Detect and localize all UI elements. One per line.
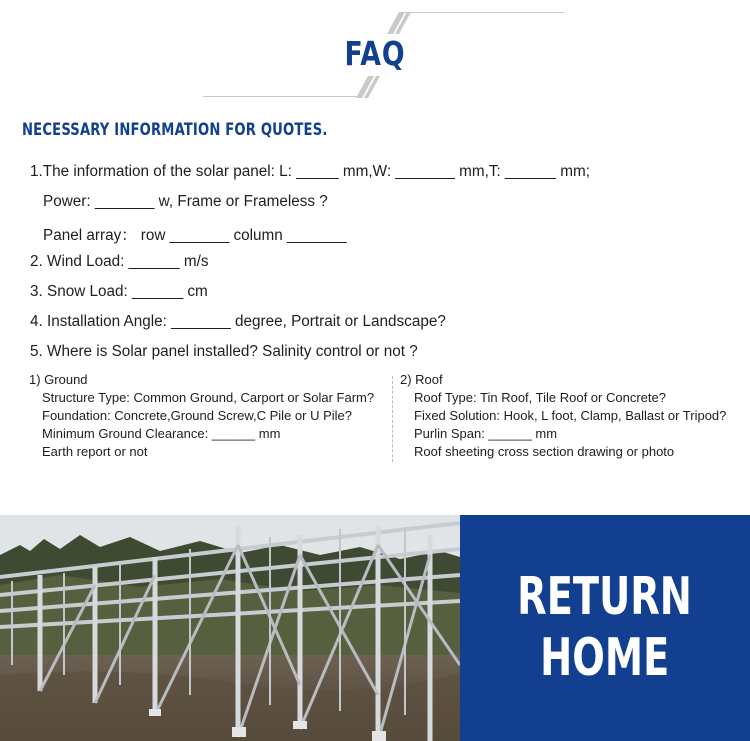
question-line: 5. Where is Solar panel installed? Salinity control or not ? xyxy=(30,343,418,360)
question-line: Panel array： row _______ column _______ xyxy=(43,227,347,244)
column-divider xyxy=(392,376,393,462)
header-rule-top xyxy=(404,12,564,13)
page-title: FAQ xyxy=(344,34,406,73)
roof-item: Roof Type: Tin Roof, Tile Roof or Concrete? xyxy=(414,390,666,405)
roof-item: Fixed Solution: Hook, L foot, Clamp, Ballast or Tripod? xyxy=(414,408,727,423)
question-line: 4. Installation Angle: _______ degree, Portrait or Landscape? xyxy=(30,313,446,330)
header-rule-bottom xyxy=(203,96,363,97)
slash-stripes-icon xyxy=(350,76,380,98)
return-home-line2: HOME xyxy=(540,628,670,688)
ground-title: 1) Ground xyxy=(29,372,88,387)
return-home-line1: RETURN xyxy=(517,567,693,627)
question-line: 3. Snow Load: ______ cm xyxy=(30,283,208,300)
question-line: Power: _______ w, Frame or Frameless ? xyxy=(43,193,328,210)
roof-title: 2) Roof xyxy=(400,372,443,387)
ground-item: Foundation: Concrete,Ground Screw,C Pile or U Pile? xyxy=(42,408,352,423)
slash-stripes-icon xyxy=(385,12,415,34)
ground-item: Minimum Ground Clearance: ______ mm xyxy=(42,426,281,441)
question-line: 2. Wind Load: ______ m/s xyxy=(30,253,209,270)
return-home-button[interactable] xyxy=(460,515,750,741)
solar-structure-photo xyxy=(0,515,460,741)
roof-item: Roof sheeting cross section drawing or photo xyxy=(414,444,675,459)
section-heading: NECESSARY INFORMATION FOR QUOTES. xyxy=(22,120,328,140)
ground-item: Structure Type: Common Ground, Carport or Solar Farm? xyxy=(42,390,375,405)
ground-item: Earth report or not xyxy=(42,444,148,459)
question-line: 1.The information of the solar panel: L: _____ mm,W: _______ mm,T: ______ mm; xyxy=(30,163,591,180)
roof-item: Purlin Span: ______ mm xyxy=(414,426,558,441)
